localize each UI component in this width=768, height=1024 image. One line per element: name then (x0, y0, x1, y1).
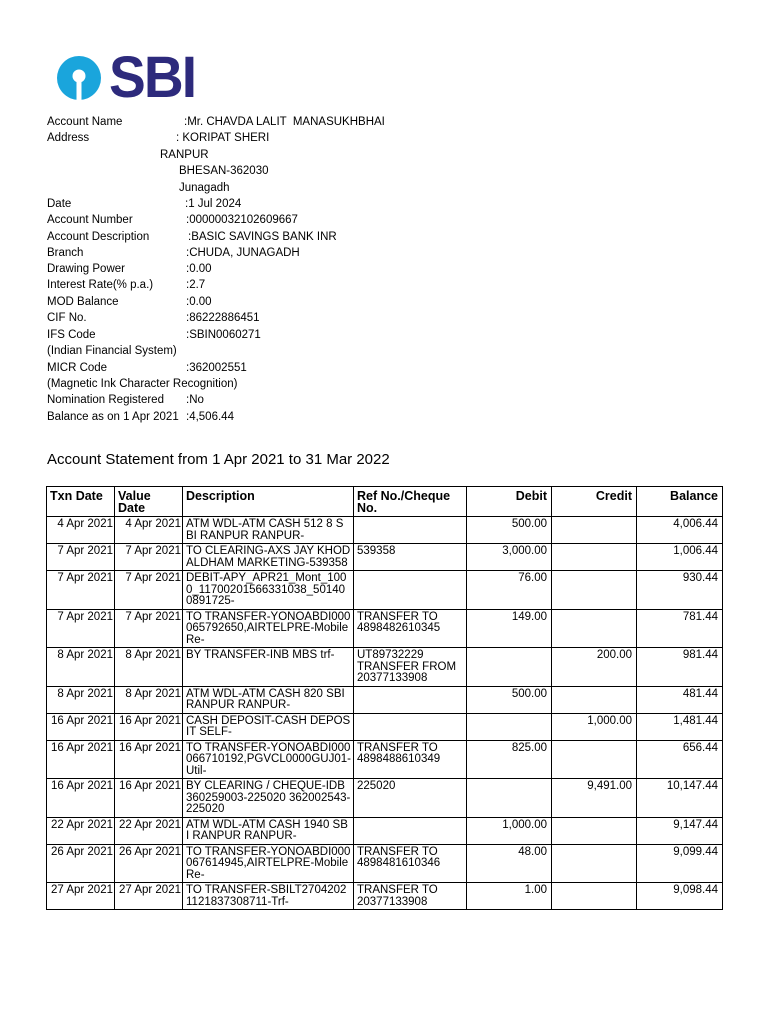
cell-debit: 48.00 (467, 844, 552, 883)
cell-description: BY CLEARING / CHEQUE-IDB 360259003-225020 362002543-225020 (183, 779, 354, 818)
cell-ref-no: TRANSFER TO 20377133908 (354, 883, 467, 910)
cell-txn-date: 16 Apr 2021 (47, 740, 115, 779)
header-balance: Balance (637, 487, 723, 517)
nomination-label: Nomination Registered (47, 394, 164, 406)
cell-ref-no: TRANSFER TO 4898481610346 (354, 844, 467, 883)
cell-debit: 3,000.00 (467, 544, 552, 571)
cell-debit (467, 713, 552, 740)
micr-code-label: MICR Code (47, 362, 108, 374)
mod-balance-label: MOD Balance (47, 296, 119, 308)
cell-txn-date: 7 Apr 2021 (47, 544, 115, 571)
cell-credit (552, 544, 637, 571)
table-row (47, 817, 723, 844)
table-row (47, 571, 723, 610)
cell-txn-date: 26 Apr 2021 (47, 844, 115, 883)
cell-description: ATM WDL-ATM CASH 820 SBI RANPUR RANPUR- (183, 686, 354, 713)
table-row (47, 517, 723, 544)
mod-balance-value: :0.00 (186, 296, 212, 308)
cell-description: TO CLEARING-AXS JAY KHODALDHAM MARKETING-539358 (183, 544, 354, 571)
cell-txn-date: 22 Apr 2021 (47, 817, 115, 844)
date-label: Date (47, 198, 72, 210)
cell-value-date: 8 Apr 2021 (115, 686, 183, 713)
table-row (47, 713, 723, 740)
cell-value-date: 4 Apr 2021 (115, 517, 183, 544)
cell-credit (552, 740, 637, 779)
cell-balance: 930.44 (637, 571, 723, 610)
table-row (47, 648, 723, 687)
cell-credit: 9,491.00 (552, 779, 637, 818)
cell-balance: 981.44 (637, 648, 723, 687)
header-ref-no: Ref No./Cheque No. (354, 487, 467, 517)
table-row (47, 609, 723, 648)
table-row (47, 686, 723, 713)
cell-debit: 76.00 (467, 571, 552, 610)
cell-debit (467, 779, 552, 818)
cell-value-date: 16 Apr 2021 (115, 740, 183, 779)
table-header-row (47, 487, 723, 517)
sbi-logo-text: SBI (109, 45, 196, 110)
cell-credit (552, 609, 637, 648)
branch-value: :CHUDA, JUNAGADH (186, 247, 300, 259)
cell-txn-date: 7 Apr 2021 (47, 609, 115, 648)
cif-label: CIF No. (47, 312, 87, 324)
cell-description: CASH DEPOSIT-CASH DEPOSIT SELF- (183, 713, 354, 740)
header-description: Description (183, 487, 354, 517)
cell-credit (552, 686, 637, 713)
cell-ref-no: 539358 (354, 544, 467, 571)
cif-value: :86222886451 (186, 312, 260, 324)
cell-description: BY TRANSFER-INB MBS trf- (183, 648, 354, 687)
account-name-label: Account Name (47, 116, 123, 128)
cell-ref-no (354, 571, 467, 610)
statement-title: Account Statement from 1 Apr 2021 to 31 Mar 2022 (47, 451, 390, 468)
table-row (47, 844, 723, 883)
cell-credit (552, 571, 637, 610)
account-description-value: :BASIC SAVINGS BANK INR (188, 231, 337, 243)
opening-balance-label: Balance as on 1 Apr 2021 (47, 411, 179, 423)
cell-value-date: 8 Apr 2021 (115, 648, 183, 687)
cell-credit: 1,000.00 (552, 713, 637, 740)
sbi-logo (55, 45, 200, 110)
cell-balance: 481.44 (637, 686, 723, 713)
ifs-code-value: :SBIN0060271 (186, 329, 261, 341)
cell-balance: 9,147.44 (637, 817, 723, 844)
address-line-3: BHESAN-362030 (179, 165, 269, 177)
table-row (47, 544, 723, 571)
cell-value-date: 7 Apr 2021 (115, 609, 183, 648)
cell-ref-no: TRANSFER TO 4898482610345 (354, 609, 467, 648)
interest-rate-label: Interest Rate(% p.a.) (47, 279, 154, 291)
drawing-power-value: :0.00 (186, 263, 212, 275)
cell-ref-no (354, 713, 467, 740)
cell-ref-no (354, 686, 467, 713)
cell-description: DEBIT-APY_APR21_Mont_1000_11700201566331038_501400891725- (183, 571, 354, 610)
cell-balance: 781.44 (637, 609, 723, 648)
cell-balance: 9,099.44 (637, 844, 723, 883)
address-line-2: RANPUR (160, 149, 209, 161)
cell-txn-date: 8 Apr 2021 (47, 686, 115, 713)
account-number-label: Account Number (47, 214, 133, 226)
cell-debit: 500.00 (467, 686, 552, 713)
cell-debit (467, 648, 552, 687)
cell-description: TO TRANSFER-YONOABDI000066710192,PGVCL0000GUJ01-Util- (183, 740, 354, 779)
header-value-date: Value Date (115, 487, 183, 517)
table-row (47, 779, 723, 818)
account-name-value: :Mr. CHAVDA LALIT MANASUKHBHAI (184, 116, 385, 128)
cell-value-date: 27 Apr 2021 (115, 883, 183, 910)
ifs-code-note: (Indian Financial System) (47, 345, 177, 357)
cell-debit: 1.00 (467, 883, 552, 910)
cell-ref-no (354, 517, 467, 544)
address-label: Address (47, 132, 90, 144)
cell-credit (552, 817, 637, 844)
cell-debit: 500.00 (467, 517, 552, 544)
cell-description: TO TRANSFER-YONOABDI000065792650,AIRTELPRE-Mobile Re- (183, 609, 354, 648)
ifs-code-label: IFS Code (47, 329, 96, 341)
cell-debit: 825.00 (467, 740, 552, 779)
account-description-label: Account Description (47, 231, 150, 243)
transactions-table (46, 486, 723, 910)
cell-balance: 10,147.44 (637, 779, 723, 818)
nomination-value: :No (186, 394, 204, 406)
cell-txn-date: 16 Apr 2021 (47, 713, 115, 740)
cell-description: TO TRANSFER-SBILT27042021121837308711-Trf- (183, 883, 354, 910)
cell-ref-no: UT89732229 TRANSFER FROM 20377133908 (354, 648, 467, 687)
cell-ref-no: TRANSFER TO 4898488610349 (354, 740, 467, 779)
cell-txn-date: 8 Apr 2021 (47, 648, 115, 687)
cell-balance: 4,006.44 (637, 517, 723, 544)
cell-description: ATM WDL-ATM CASH 512 8 SBI RANPUR RANPUR- (183, 517, 354, 544)
cell-debit: 149.00 (467, 609, 552, 648)
cell-credit (552, 844, 637, 883)
cell-value-date: 16 Apr 2021 (115, 713, 183, 740)
opening-balance-value: :4,506.44 (186, 411, 234, 423)
cell-ref-no (354, 817, 467, 844)
cell-debit: 1,000.00 (467, 817, 552, 844)
date-value: :1 Jul 2024 (185, 198, 242, 210)
cell-credit (552, 883, 637, 910)
cell-txn-date: 16 Apr 2021 (47, 779, 115, 818)
account-number-value: :00000032102609667 (186, 214, 298, 226)
cell-balance: 1,006.44 (637, 544, 723, 571)
cell-value-date: 22 Apr 2021 (115, 817, 183, 844)
address-line-1: : KORIPAT SHERI (176, 132, 270, 144)
cell-credit: 200.00 (552, 648, 637, 687)
cell-balance: 9,098.44 (637, 883, 723, 910)
sbi-logo-icon (55, 54, 103, 102)
cell-credit (552, 517, 637, 544)
cell-txn-date: 27 Apr 2021 (47, 883, 115, 910)
table-row (47, 883, 723, 910)
header-txn-date: Txn Date (47, 487, 115, 517)
cell-txn-date: 4 Apr 2021 (47, 517, 115, 544)
branch-label: Branch (47, 247, 84, 259)
header-debit: Debit (467, 487, 552, 517)
cell-value-date: 26 Apr 2021 (115, 844, 183, 883)
header-credit: Credit (552, 487, 637, 517)
cell-description: ATM WDL-ATM CASH 1940 SBI RANPUR RANPUR- (183, 817, 354, 844)
cell-value-date: 7 Apr 2021 (115, 544, 183, 571)
cell-value-date: 7 Apr 2021 (115, 571, 183, 610)
cell-ref-no: 225020 (354, 779, 467, 818)
cell-balance: 1,481.44 (637, 713, 723, 740)
interest-rate-value: :2.7 (186, 279, 206, 291)
table-row (47, 740, 723, 779)
cell-txn-date: 7 Apr 2021 (47, 571, 115, 610)
drawing-power-label: Drawing Power (47, 263, 125, 275)
cell-balance: 656.44 (637, 740, 723, 779)
micr-code-value: :362002551 (186, 362, 247, 374)
address-line-4: Junagadh (179, 182, 230, 194)
cell-description: TO TRANSFER-YONOABDI000067614945,AIRTELPRE-Mobile Re- (183, 844, 354, 883)
micr-code-note: (Magnetic Ink Character Recognition) (47, 378, 238, 390)
cell-value-date: 16 Apr 2021 (115, 779, 183, 818)
table-body (47, 517, 723, 910)
